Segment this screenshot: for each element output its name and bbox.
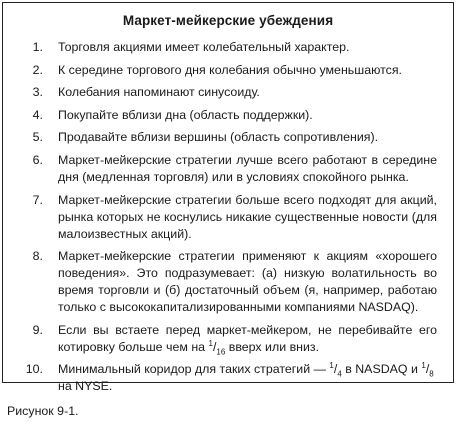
item-text-after: на NYSE. [58,379,113,394]
fraction: $^1/_8$ [421,361,434,379]
item-text-before: Минимальный коридор для таких стратегий — [58,362,330,377]
item-text: Покупайте вблизи дна (область поддержки). [58,107,313,122]
list-item-7 [3,192,453,243]
item-text: Колебания напоминают синусоиду. [58,85,260,100]
figure-caption: Рисунок 9-1. [7,404,79,418]
list-item-5 [3,129,453,146]
item-number: 6. [32,152,43,167]
item-number: 1. [32,40,43,54]
item-number: 4. [32,107,43,122]
item-text-after: вверх или вниз. [225,339,320,354]
fraction-denominator: 8 [429,369,434,379]
list-item-4 [3,107,453,124]
list-item-3 [3,84,453,101]
list-item-8 [3,248,453,316]
list-item-10 [3,361,453,395]
item-text: Маркет-мейкерские стратегии лучше всего работают в середине дня (медленная торговля) или в условиях спокойного рынка. [58,152,437,184]
fraction: $^1/_{16}$ [208,338,226,357]
item-number: 3. [32,85,43,100]
fraction-denominator: 16 [216,347,226,357]
box-title: Маркет-мейкерские убеждения [122,13,334,28]
fraction-numerator: 1 [421,361,426,371]
list-item-1 [3,39,453,56]
beliefs-list [3,39,453,401]
fraction-numerator: 1 [329,361,334,371]
fraction-numerator: 1 [208,338,213,348]
fraction: $^1/_4$ [329,361,342,379]
list-item-9 [3,322,453,356]
item-text [58,322,437,356]
item-number: 2. [32,62,43,77]
item-text: К середине торгового дня колебания обычно уменьшаются. [58,62,402,77]
fraction-denominator: 4 [337,369,342,379]
item-number: 9. [32,322,43,337]
item-text: Торговля акциями имеет колебательный характер. [58,40,350,54]
item-text-before: Если вы встаете перед маркет-мейкером, не перебивайте его котировку больше чем на [58,322,437,354]
item-number: 7. [32,192,43,207]
item-text: Продавайте вблизи вершины (область сопротивления). [58,130,379,145]
item-text [58,361,437,395]
item-text: Маркет-мейкерские стратегии больше всего подходят для акций, рынка которых не коснулись никакие существенные новости (для малоизвестных акций). [58,192,437,241]
item-text-mid: в NASDAQ и [341,362,422,377]
list-item-6 [3,152,453,186]
item-number: 10. [25,362,43,377]
item-number: 5. [32,130,43,145]
item-text: Маркет-мейкерские стратегии применяют к акциям «хорошего поведения». Это подразумевает: (а) низкую волатильность во время торговли и (б) достаточный объем (я, например, работаю только с высококапитализированными компаниями NASDAQ). [58,249,437,315]
item-number: 8. [32,249,43,264]
list-item-2 [3,62,453,79]
beliefs-box [2,2,454,394]
